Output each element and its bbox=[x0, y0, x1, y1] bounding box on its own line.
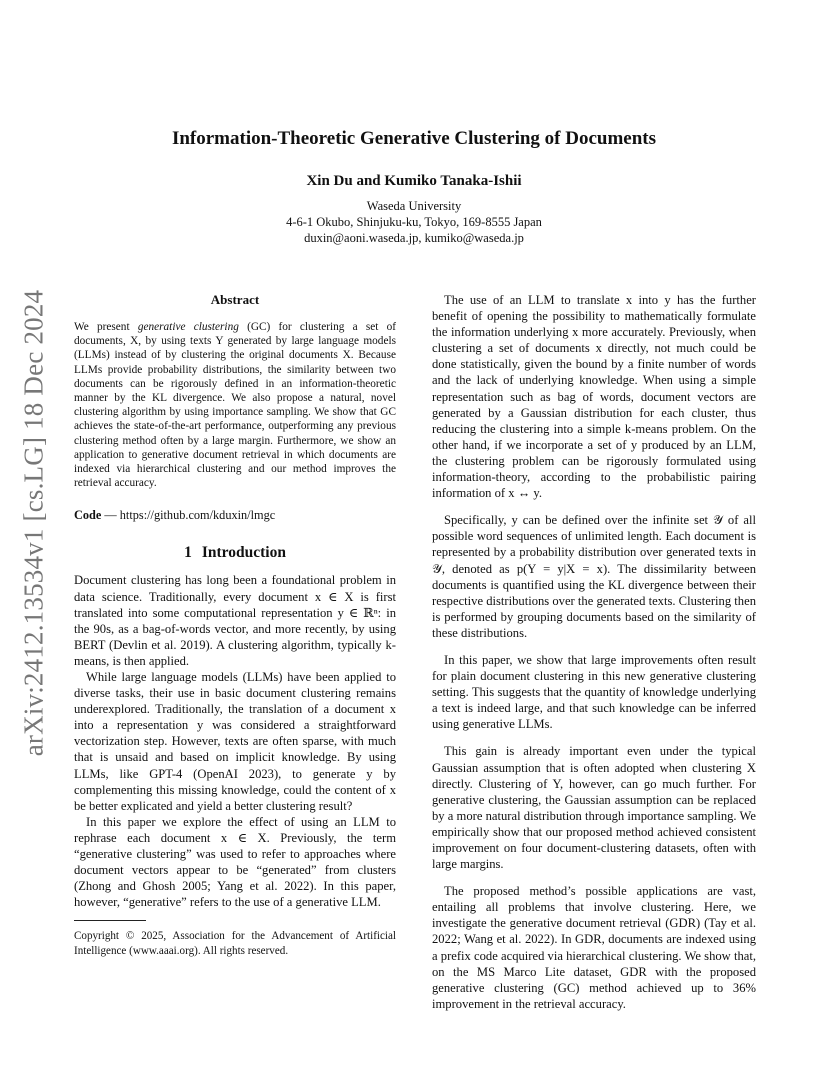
section-heading bbox=[74, 544, 396, 562]
right-paragraph-4: This gain is already important even under the typical Gaussian assumption that is often adopted when clustering X directly. Clustering of Y, however, can go much further. For generative clustering, the Gaussian assumption can be replaced by a more natural distribution through importance sampling. We empirically show that our proposed method achieved consistent improvement on four document-clustering datasets, often with large margins. bbox=[432, 744, 756, 872]
section-number: 1 bbox=[184, 544, 192, 562]
right-paragraph-5: The proposed method’s possible applications are vast, entailing all problems that involve clustering. Here, we investigate the generative document retrieval (GDR) (Tay et al. 2022; Wang et al. 2022). In GDR, documents are indexed using a prefix code acquired via hierarchical clustering. We show that, on the MS Marco Lite dataset, GDR with the proposed generative clustering (GC) method achieved up to 36% improvement in the retrieval accuracy. bbox=[432, 884, 756, 1011]
intro-paragraph-3: In this paper we explore the effect of using an LLM to rephrase each document x ∈ X. Previously, the term “generative clustering” was used to refer to approaches where document vectors appear to be “generated” from clusters (Zhong and Ghosh 2005; Yang et al. 2022). In this paper, however, “generative” refers to the use of a generative LLM. bbox=[74, 814, 396, 910]
arxiv-identifier: arXiv:2412.13534v1 [cs.LG] 18 Dec 2024 bbox=[18, 289, 49, 757]
left-column bbox=[74, 292, 396, 958]
code-label: Code bbox=[74, 508, 102, 523]
code-link-line bbox=[74, 508, 396, 523]
abstract-emphasis: generative clustering bbox=[137, 321, 239, 333]
section-title: Introduction bbox=[201, 544, 286, 562]
footnote-rule bbox=[74, 920, 146, 921]
right-paragraph-2: Specifically, y can be defined over the infinite set 𝒴 of all possible word sequences of unlimited length. Each document is represented by a probability distribution over generated texts in 𝒴, denoted as p(Y = y|X = x). The dissimilarity between documents is quantified using the KL divergence between their respective distributions over the generated texts. Clustering then is performed by grouping documents based on the similarity of these distributions. bbox=[432, 513, 756, 640]
affiliation-address: 4-6-1 Okubo, Shinjuku-ku, Tokyo, 169-8555 Japan bbox=[286, 215, 542, 229]
right-paragraph-1: The use of an LLM to translate x into y has the further benefit of opening the possibility to mathematically formulate the information underlying x more accurately. Previously, when clustering a set of documents x directly, not much could be done statistically, given the bound by a finite number of words and the lack of underlying knowledge. When using a simple representation such as bag of words, document vectors are generated by a Gaussian distribution for each cluster, thus reducing the clustering into a simple k-means problem. On the other hand, if we incorporate a set of y produced by an LLM, the clustering problem can be rigorously formulated using information-theory, according to the probabilistic pairing information of x ↔ y. bbox=[432, 293, 756, 501]
arxiv-identifier-stamp bbox=[14, 286, 54, 760]
code-link[interactable]: — https://github.com/kduxin/lmgc bbox=[101, 508, 276, 523]
copyright-footnote: Copyright © 2025, Association for the Advancement of Artificial Intelligence (www.aaai.org). All rights reserved. bbox=[74, 930, 396, 957]
abstract-heading: Abstract bbox=[210, 292, 260, 307]
affiliation-email: duxin@aoni.waseda.jp, kumiko@waseda.jp bbox=[304, 231, 524, 245]
right-column bbox=[432, 292, 756, 1012]
affiliation-university: Waseda University bbox=[366, 199, 462, 213]
abstract-text: We present generative clustering (GC) for clustering a set of documents, X, by using texts Y generated by large language models (LLMs) instead of by clustering the original documents X. Because LLMs provide probability distributions, the similarity between two documents can be rigorously defined in an information-theoretic manner by the KL divergence. We also propose a natural, novel clustering algorithm by using importance sampling. We show that GC achieves the state-of-the-art performance, outperforming any previous clustering method often by a large margin. Furthermore, we show an application to generative document retrieval in which documents are indexed via hierarchical clustering and our method improves the retrieval accuracy. bbox=[74, 321, 397, 490]
intro-paragraph-1: Document clustering has long been a foundational problem in data science. Traditionally, every document x ∈ X is first translated into some computational representation y ∈ ℝⁿ: in the 90s, as a bag-of-words vector, and more recently, by using BERT (Devlin et al. 2019). A clustering algorithm, typically k-means, is then applied. bbox=[74, 573, 396, 668]
paper-title: Information-Theoretic Generative Clustering of Documents bbox=[171, 128, 657, 149]
right-paragraph-3: In this paper, we show that large improvements often result for plain document clustering in this new generative clustering setting. This suggests that the quantity of knowledge underlying a text is indeed large, and that such knowledge can be inferred using generative LLMs. bbox=[432, 652, 756, 732]
paper-authors: Xin Du and Kumiko Tanaka-Ishii bbox=[306, 173, 522, 189]
intro-paragraph-2: While large language models (LLMs) have been applied to diverse tasks, their use in basic document clustering remains underexplored. Traditionally, the translation of a document x into a representation y was considered a straightforward vectorization step. However, texts are often sparse, with much that is unsaid and based on implicit knowledge. By using LLMs, like GPT-4 (OpenAI 2023), to generate y by complementing this missing knowledge, could the content of x be better explicated and yield a better clustering result? bbox=[74, 670, 396, 813]
